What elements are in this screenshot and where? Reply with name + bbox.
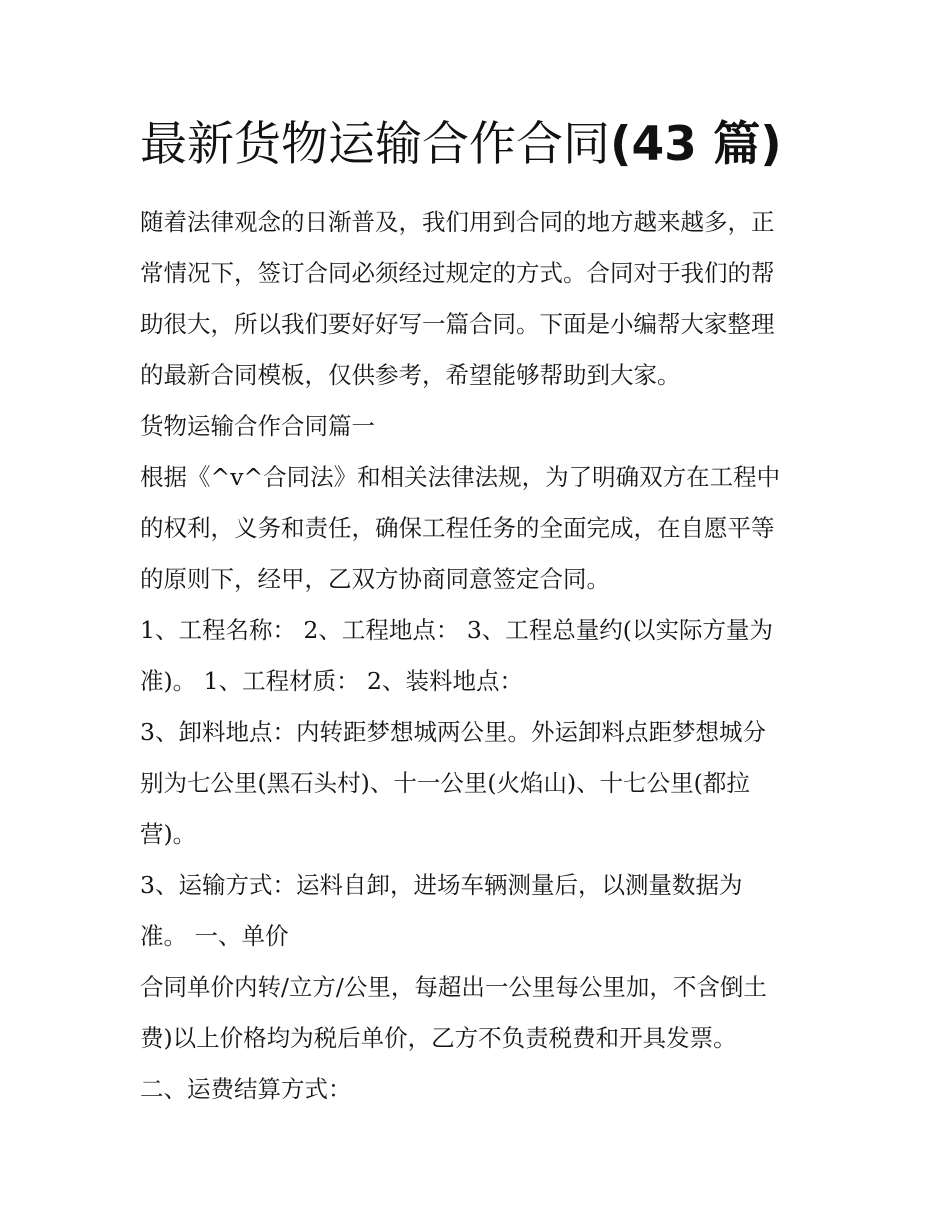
clause-line: 3、卸料地点：内转距梦想城两公里。外运卸料点距梦想城分 [140,718,766,746]
clause-line: 准)。 1、工程材质： 2、装料地点： [140,667,524,695]
clause-line: 3、运输方式：运料自卸，进场车辆测量后，以测量数据为 [140,871,743,899]
clause-line: 费)以上价格均为税后单价，乙方不负责税费和开具发票。 [140,1024,737,1052]
section-heading: 货物运输合作合同篇一 [140,412,375,440]
clause-line: 准。 一、单价 [140,922,289,950]
paragraph-line: 的权利，义务和责任，确保工程任务的全面完成，在自愿平等 [140,514,775,542]
clause-line: 1、工程名称： 2、工程地点： 3、工程总量约(以实际方量为 [140,616,773,644]
clause-line: 别为七公里(黑石头村)、十一公里(火焰山)、十七公里(都拉 [140,769,750,797]
document-title-count: (43 篇) [610,117,782,172]
intro-line-3: 助很大，所以我们要好好写一篇合同。下面是小编帮大家整理 [140,310,775,338]
paragraph-line: 根据《^v^合同法》和相关法律法规，为了明确双方在工程中 [140,463,781,491]
clause-heading: 二、运费结算方式： [140,1075,352,1103]
intro-line-4: 的最新合同模板，仅供参考，希望能够帮助到大家。 [140,361,681,389]
document-body [140,197,820,1115]
clause-line: 合同单价内转/立方/公里，每超出一公里每公里加，不含倒土 [140,973,767,1001]
document-title [140,112,840,178]
intro-line-1: 随着法律观念的日渐普及，我们用到合同的地方越来越多，正 [140,208,775,236]
clause-line: 营)。 [140,820,197,848]
intro-line-2: 常情况下，签订合同必须经过规定的方式。合同对于我们的帮 [140,259,775,287]
document-title-main: 最新货物运输合作合同 [140,117,610,172]
paragraph-line: 的原则下，经甲，乙双方协商同意签定合同。 [140,565,610,593]
